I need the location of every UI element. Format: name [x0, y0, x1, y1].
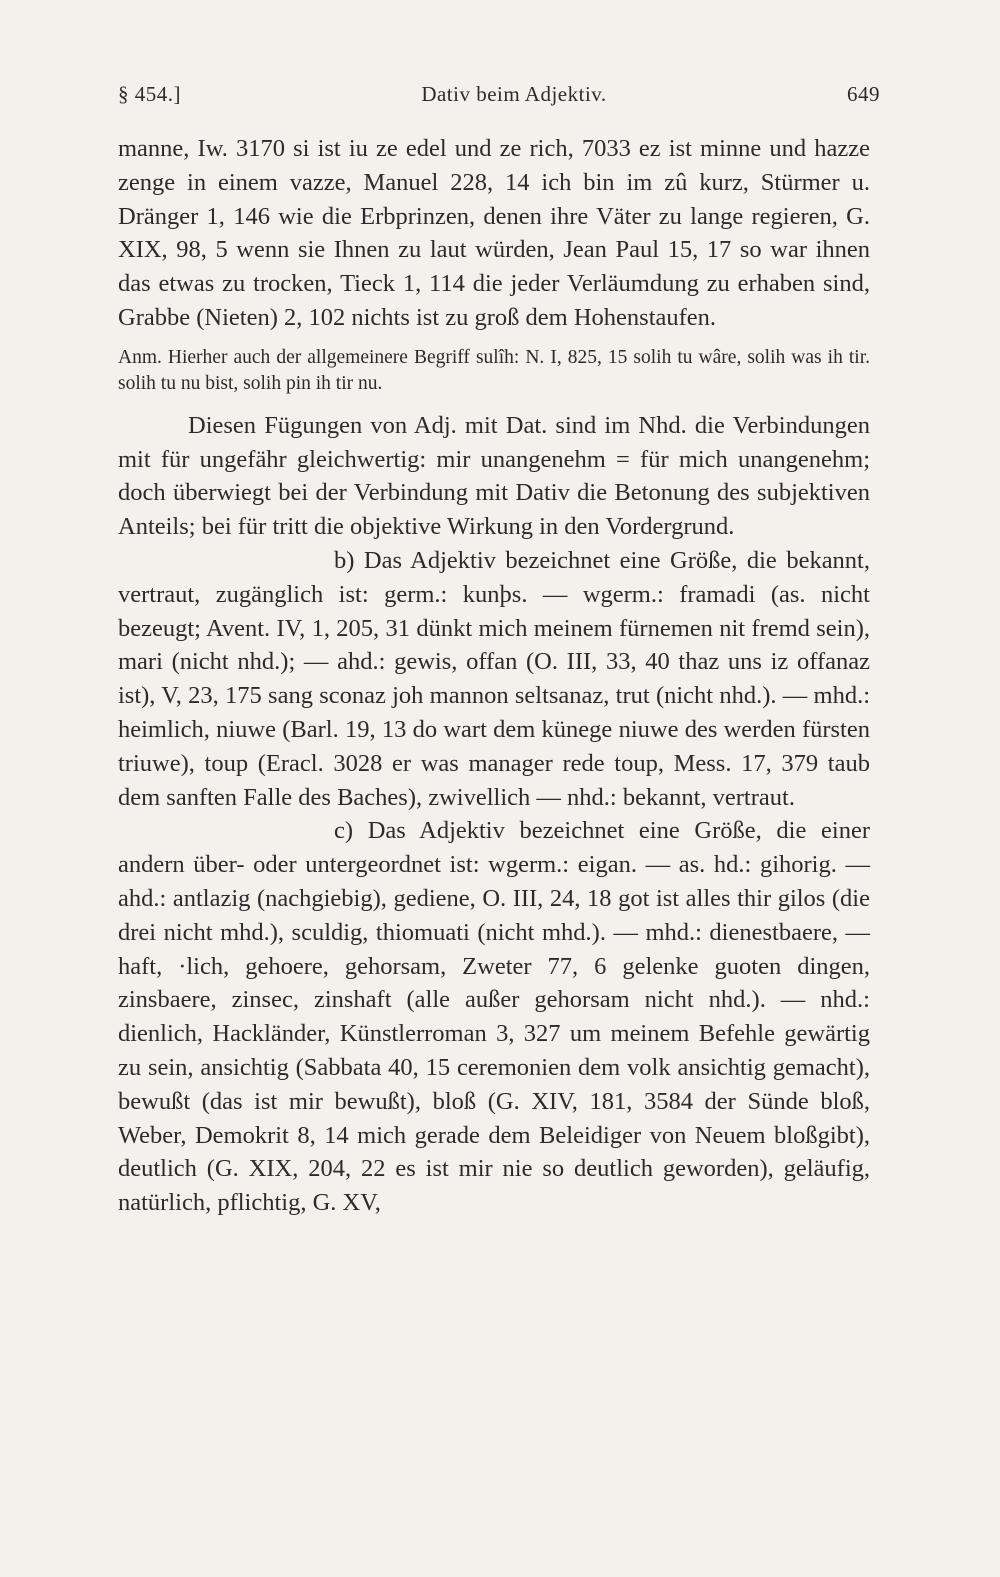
section-marker: § 454.]	[118, 82, 181, 106]
paragraph-1: manne, Iw. 3170 si ist iu ze edel und ze rich, 7033 ez ist minne und hazze zenge in einem vazze, Manuel 228, 14 ich bin im zû kurz, Stürmer u. Dränger 1, 146 wie die Erbprinzen, denen ihre Väter zu lange regieren, G. XIX, 98, 5 wenn sie Ihnen zu laut würden, Jean Paul 15, 17 so war ihnen das etwas zu trocken, Tieck 1, 114 die jeder Verläumdung zu erhaben sind, Grabbe (Nieten) 2, 102 nichts ist zu groß dem Hohenstaufen.	[118, 135, 870, 331]
running-title: Dativ beim Adjektiv.	[421, 82, 607, 106]
main-text	[118, 132, 870, 1220]
paragraph-b: b) Das Adjektiv bezeichnet eine Größe, die bekannt, vertraut, zugänglich ist: germ.: kunþs. — wgerm.: framadi (as. nicht bezeugt; Avent. IV, 1, 205, 31 dünkt mich meinem fürnemen nit fremd sein), mari (nicht nhd.); — ahd.: gewis, offan (O. III, 33, 40 thaz uns iz offanaz ist), V, 23, 175 sang sconaz joh mannon seltsanaz, trut (nicht nhd.). — mhd.: heimlich, niuwe (Barl. 19, 13 do wart dem künege niuwe des werden fürsten triuwe), toup (Eracl. 3028 er was manager rede toup, Mess. 17, 379 taub dem sanften Falle des Baches), zwivellich — nhd.: bekannt, vertraut.	[118, 546, 870, 811]
paragraph-c: c) Das Adjektiv bezeichnet eine Größe, die einer andern über- oder untergeordnet ist: wgerm.: eigan. — as. hd.: gihorig. — ahd.: antlazig (nachgiebig), gediene, O. III, 24, 18 got ist alles thir gilos (die drei nicht mhd.), sculdig, thiomuati (nicht mhd.). — mhd.: dienestbaere, — haft, ·lich, gehoere, gehorsam, Zweter 77, 6 gelenke guoten dingen, zinsbaere, zinsec, zinshaft (alle außer gehorsam nicht nhd.). — nhd.: dienlich, Hackländer, Künstlerroman 3, 327 um meinem Befehle gewärtig zu sein, ansichtig (Sabbata 40, 15 ceremonien dem volk ansichtig gemacht), bewußt (das ist mir bewußt), bloß (G. XIV, 181, 3584 der Sünde bloß, Weber, Demokrit 8, 14 mich gerade dem Beleidiger von Neuem bloßgibt), deutlich (G. XIX, 204, 22 es ist mir nie so deutlich geworden), geläufig, natürlich, pflichtig, G. XV,	[118, 817, 870, 1217]
annotation-note: Anm. Hierher auch der allgemeinere Begriff sulîh: N. I, 825, 15 solih tu wâre, solih was ih tir. solih tu nu bist, solih pin ih tir nu.	[118, 346, 870, 394]
running-header	[118, 82, 880, 107]
paragraph-2: Diesen Fügungen von Adj. mit Dat. sind im Nhd. die Verbindungen mit für ungefähr gleichwertig: mir unangenehm = für mich unangenehm; doch überwiegt bei der Verbindung mit Dativ die Betonung des subjektiven Anteils; bei für tritt die objektive Wirkung in den Vordergrund.	[118, 411, 870, 541]
page-number: 649	[847, 82, 880, 106]
